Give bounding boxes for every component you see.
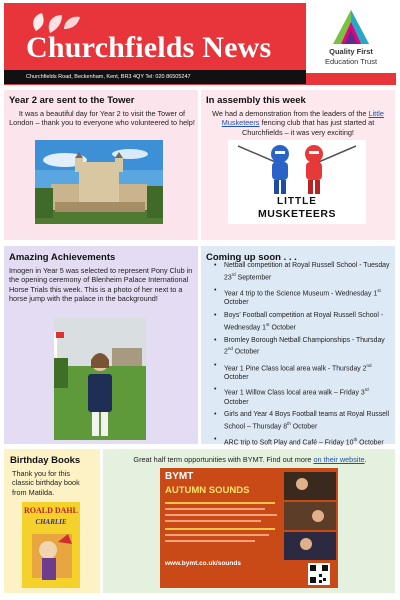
assembly-text [205,109,391,137]
event-item: • Boys' Football competition at Royal Russell School - Wednesday 1st October [212,312,392,333]
trust-name-line1: Quality First [329,47,373,56]
tower-text: It was a beautiful day for Year 2 to visit the Tower of London – thank you to everyone who volunteered to help! [9,109,195,128]
little-musketeers-logo [228,140,366,224]
fencers-icon [228,140,366,196]
musketeers-logo-line1: LITTLE [277,196,317,207]
little-musketeers-link[interactable]: Little Musketeers [221,109,384,128]
event-item: • Year 1 Pine Class local area walk - Thursday 2nd October [212,362,392,383]
charlie-book-cover [22,502,80,588]
book-author: ROALD DAHL [23,506,78,515]
achievements-heading: Amazing Achievements [9,252,116,263]
achievements-text: Imogen in Year 5 was selected to represent Pony Club in the opening ceremony of Blenheim Palace International Horse Trials this week. This is a photo of her next to a horse jump with the palace in the background! [9,266,193,304]
musketeers-logo-line2: MUSKETEERS [258,208,336,220]
assembly-text-start: We had a demonstration from the leaders of the [212,109,369,118]
event-item: • Bromley Borough Netball Championships - Thursday 2nd October [212,337,392,358]
book-title: CHARLIE [35,518,67,526]
poster-photos-icon [284,472,336,560]
triangle-logo-icon [331,8,371,46]
poster-details [165,500,283,554]
bymt-text [108,455,392,464]
poster-title: AUTUMN SOUNDS [165,485,250,496]
assembly-heading: In assembly this week [206,95,306,106]
event-item: • Year 1 Willow Class local area walk – Friday 3rd October [212,386,392,407]
event-item: • Year 4 trip to the Science Museum - Wednesday 1st October [212,287,392,308]
event-item: • Netball competition at Royal Russell School - Tuesday 23rd September [212,262,392,283]
tower-heading: Year 2 are sent to the Tower [9,95,135,106]
pony-club-photo [54,318,146,440]
birthday-books-heading: Birthday Books [10,455,81,466]
bymt-text-start: Great half term opportunities with BYMT. Find out more [133,455,314,464]
school-address: Churchfields Road, Beckenham, Kent, BR3 4QY Tel: 020 86505247 [4,70,306,84]
bymt-autumn-sounds-poster [160,468,338,588]
poster-url: www.bymt.co.uk/sounds [165,560,241,567]
event-item: • Girls and Year 4 Boys Football teams at Royal Russell School – Thursday 8th October [212,411,392,432]
book-illustration-icon [22,528,80,588]
events-list [212,262,392,452]
newsletter-title: Churchfields News [26,31,272,64]
bymt-text-end: . [364,455,367,464]
bymt-logo: BYMT [165,471,194,482]
trust-logo [306,3,396,73]
birthday-books-text: Thank you for this classic birthday book from Matilda. [12,469,80,497]
assembly-text-end: fencing club that has just started at Churchfields – it was very exciting! [242,118,375,137]
qr-code-icon [308,563,330,585]
tower-of-london-photo [35,140,163,224]
coming-up-heading: Coming up soon . . . [206,252,297,263]
event-item: • ARC trip to Soft Play and Café – Friday 10th October [212,436,392,448]
bymt-website-link[interactable]: on their website [313,455,365,464]
trust-name-line2: Education Trust [324,57,378,66]
